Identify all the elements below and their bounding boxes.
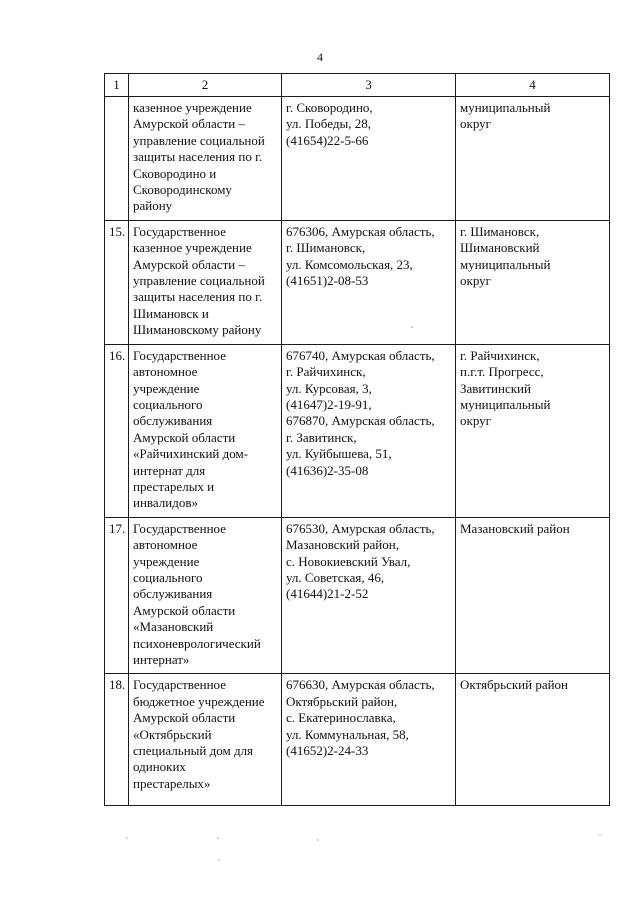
name-line: обслуживания [133,586,213,602]
address-line: (41636)2-35-08 [286,462,369,478]
territory-line: муниципальный [460,100,551,115]
name-line: управление социальной [133,273,265,289]
name-line: Шимановскому району [133,322,262,338]
name-line: престарелых и [133,478,215,494]
name-line: Шимановск и [133,305,209,321]
header-cell-3: 3 [282,74,456,97]
name-line: инвалидов» [133,495,198,511]
name-line: Амурской области – [133,116,245,132]
address-line: ул. Победы, 28, [286,116,371,132]
address-line: 676530, Амурская область, [286,520,435,536]
address-line: г. Сковородино, [286,100,373,115]
row-number-cell: 15. [105,220,129,344]
name-line: Амурской области [133,602,236,618]
name-line: престарелых» [133,775,211,791]
address-line: (41652)2-24-33 [286,743,369,759]
territory-line: п.г.т. Прогресс, [460,364,544,380]
header-cell-1: 1 [105,74,129,97]
name-line: управление социальной [133,132,265,148]
territory-line: г. Шимановск, [460,223,540,239]
territory-line: муниципальный [460,256,551,272]
territory-line: Завитинский [460,380,531,396]
name-line: Амурской области – [133,256,245,272]
name-line: автономное [133,537,198,553]
address-line: Мазановский район, [286,537,399,553]
name-line: Государственное [133,520,226,536]
name-line: социального [133,569,203,585]
name-line: Государственное [133,223,226,239]
name-line: «Мазановский [133,619,214,635]
name-line: Амурской области [133,710,236,726]
name-line: Амурской области [133,429,236,445]
name-line: бюджетное учреждение [133,693,265,709]
name-line: Сковородино и [133,165,217,181]
name-line: казенное учреждение [133,240,252,256]
address-line: 676870, Амурская область, [286,413,435,429]
address-line: г. Шимановск, [286,240,366,256]
name-line: Государственное [133,677,226,693]
address-line: г. Райчихинск, [286,364,366,380]
address-line: (41647)2-19-91, [286,396,372,412]
address-line: (41651)2-08-53 [286,273,369,289]
address-line: 676740, Амурская область, [286,347,435,363]
name-line: защиты населения по г. [133,149,263,165]
address-line: ул. Советская, 46, [286,569,385,585]
address-line: 676630, Амурская область, [286,677,435,693]
name-line: «Райчихинский дом- [133,446,249,462]
header-cell-2: 2 [129,74,282,97]
name-line: одиноких [133,759,186,775]
territory-line: Октябрьский район [460,677,568,693]
name-line: Государственное [133,347,226,363]
name-line: социального [133,396,203,412]
address-line: ул. Куйбышева, 51, [286,446,392,462]
row-number-cell: 18. [105,674,129,806]
territory-line: округ [460,273,491,289]
address-line: (41644)21-2-52 [286,586,369,602]
page-number: 4 [317,50,323,64]
row-number-cell: 16. [105,344,129,517]
territory-line: г. Райчихинск, [460,347,540,363]
territory-line: округ [460,116,491,132]
name-line: обслуживания [133,413,213,429]
row-number-cell: 17. [105,517,129,674]
name-line: учреждение [133,380,200,396]
territory-line: округ [460,413,491,429]
address-line: ул. Коммунальная, 58, [286,726,409,742]
name-line: автономное [133,364,198,380]
name-line: Сковородинскому [133,182,232,198]
address-line: с. Екатеринославка, [286,710,396,726]
address-line: Октябрьский район, [286,693,398,709]
name-line: интернат для [133,462,206,478]
address-line: (41654)22-5-66 [286,132,369,148]
name-line: специальный дом для [133,743,254,759]
address-line: ул. Курсовая, 3, [286,380,372,396]
address-line: 676306, Амурская область, [286,223,435,239]
address-line: г. Завитинск, [286,429,357,445]
address-line: с. Новокиевский Увал, [286,553,411,569]
territory-line: Шимановский [460,240,540,256]
header-cell-4: 4 [456,74,610,97]
name-line: психоневрологический [133,635,261,651]
territory-line: муниципальный [460,396,551,412]
name-line: району [133,198,173,214]
name-line: учреждение [133,553,200,569]
name-line: защиты населения по г. [133,289,263,305]
address-line: ул. Комсомольская, 23, [286,256,413,272]
name-line: интернат» [133,652,190,667]
name-line: «Октябрьский [133,726,212,742]
name-line: казенное учреждение [133,100,252,115]
territory-line: Мазановский район [460,520,570,536]
